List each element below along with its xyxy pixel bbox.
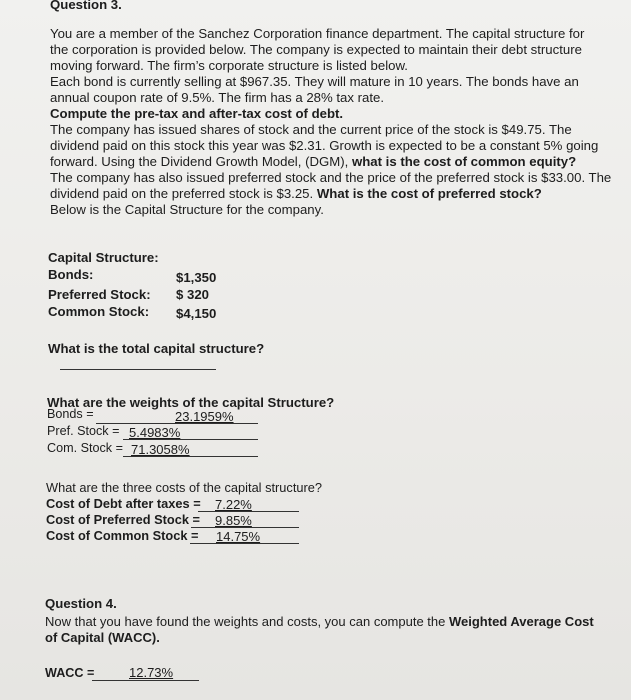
- common-equity-prompt: what is the cost of common equity?: [351, 154, 577, 169]
- q4-line-1-text: Now that you have found the weights and costs, you can compute the: [45, 614, 449, 629]
- preferred-stock-amount: $ 320: [176, 287, 210, 302]
- cost-debt-value: 7.22%: [215, 497, 252, 512]
- q4-line-1: [45, 614, 594, 630]
- capital-structure-title: Capital Structure:: [48, 250, 159, 265]
- q4-heading: Question 4.: [45, 596, 117, 611]
- cost-debt-label: Cost of Debt after taxes =: [46, 496, 201, 511]
- wacc-blank: [92, 680, 199, 681]
- stock-line-1: The company has issued shares of stock and the current price of the stock is $49.75. The: [50, 122, 572, 137]
- stock-line-3-text: forward. Using the Dividend Growth Model, (DGM),: [50, 154, 352, 169]
- below-line: Below is the Capital Structure for the company.: [50, 202, 324, 217]
- weight-bonds-label: Bonds =: [47, 407, 94, 421]
- debt-prompt: Compute the pre-tax and after-tax cost of debt.: [50, 106, 344, 121]
- weight-com-label: Com. Stock =: [47, 441, 123, 455]
- q4-line-2: of Capital (WACC).: [45, 630, 160, 645]
- pref-line-2: [50, 186, 542, 202]
- q3-intro-line-4: Each bond is currently selling at $967.35. They will mature in 10 years. The bonds have an: [50, 74, 579, 89]
- weight-com-value: 71.3058%: [131, 442, 190, 457]
- weight-pref-value: 5.4983%: [129, 425, 181, 440]
- preferred-stock-label: Preferred Stock:: [48, 287, 151, 302]
- cost-preferred-label: Cost of Preferred Stock =: [46, 512, 200, 527]
- common-stock-amount: $4,150: [176, 306, 217, 321]
- stock-line-3: [50, 154, 576, 170]
- wacc-value: 12.73%: [129, 665, 174, 680]
- cost-common-value: 14.75%: [216, 529, 261, 544]
- bonds-label: Bonds:: [48, 267, 94, 282]
- preferred-cost-prompt: What is the cost of preferred stock?: [316, 186, 542, 201]
- common-stock-label: Common Stock:: [48, 304, 150, 319]
- weight-bonds-value: 23.1959%: [175, 409, 234, 424]
- weight-pref-label: Pref. Stock =: [47, 424, 120, 438]
- costs-question: What are the three costs of the capital structure?: [46, 480, 322, 495]
- wacc-label: WACC =: [45, 666, 95, 680]
- pref-line-1: The company has also issued preferred stock and the price of the preferred stock is $33.00. The: [50, 170, 612, 185]
- weights-question: What are the weights of the capital Structure?: [47, 395, 335, 410]
- cost-common-label: Cost of Common Stock =: [46, 528, 199, 543]
- bonds-amount: $1,350: [176, 270, 217, 285]
- wacc-term: Weighted Average Cost: [448, 614, 594, 629]
- pref-line-2-text: dividend paid on the preferred stock is $3.25.: [50, 186, 317, 201]
- total-question: What is the total capital structure?: [48, 341, 265, 356]
- q3-intro-line-5: annual coupon rate of 9.5%. The firm has a 28% tax rate.: [50, 90, 385, 105]
- q3-intro-line-3: moving forward. The firm’s corporate structure is listed below.: [50, 58, 408, 73]
- q3-heading: Question 3.: [50, 0, 122, 12]
- stock-line-2: dividend paid on this stock this year was $2.31. Growth is expected to be a constant 5% going: [50, 138, 599, 153]
- q3-intro-line-1: You are a member of the Sanchez Corporation finance department. The capital structure for: [50, 26, 585, 41]
- total-answer-blank: [60, 369, 216, 370]
- q3-intro-line-2: the corporation is provided below. The company is expected to maintain their debt structure: [50, 42, 582, 57]
- cost-preferred-value: 9.85%: [215, 513, 252, 528]
